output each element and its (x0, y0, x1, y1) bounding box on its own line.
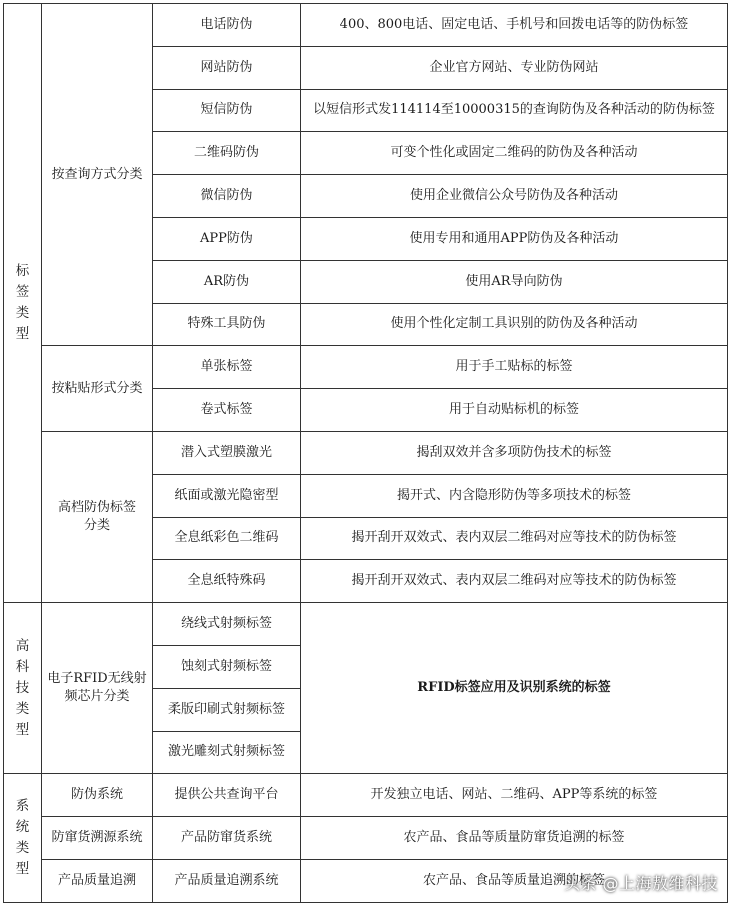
description-cell: 使用AR导向防伪 (301, 260, 728, 303)
item-cell: 短信防伪 (153, 89, 301, 132)
description-cell: 揭开刮开双效式、表内双层二维码对应等技术的防伪标签 (301, 517, 728, 560)
table-row (4, 603, 728, 646)
table-row (4, 817, 728, 860)
label-type-cell: 系 统 类 型 (4, 774, 42, 902)
label-classification-table (3, 3, 728, 903)
item-cell: 潜入式塑膜激光 (153, 431, 301, 474)
classification-cell: 电子RFID无线射 频芯片分类 (42, 603, 153, 774)
description-cell: 用于自动贴标机的标签 (301, 389, 728, 432)
item-cell: AR防伪 (153, 260, 301, 303)
description-cell: 400、800电话、固定电话、手机号和回拨电话等的防伪标签 (301, 4, 728, 47)
item-cell: 电话防伪 (153, 4, 301, 47)
item-cell: APP防伪 (153, 217, 301, 260)
item-cell: 蚀刻式射频标签 (153, 645, 301, 688)
item-cell: 单张标签 (153, 346, 301, 389)
description-cell: 用于手工贴标的标签 (301, 346, 728, 389)
description-cell: 农产品、食品等质量追溯的标签 (301, 859, 728, 902)
description-cell: 企业官方网站、专业防伪网站 (301, 46, 728, 89)
label-type-cell: 标 签 类 型 (4, 4, 42, 603)
item-cell: 产品防窜货系统 (153, 817, 301, 860)
table-row (4, 431, 728, 474)
description-cell: 使用个性化定制工具识别的防伪及各种活动 (301, 303, 728, 346)
item-cell: 特殊工具防伪 (153, 303, 301, 346)
table-row (4, 4, 728, 47)
classification-cell: 按粘贴形式分类 (42, 346, 153, 432)
description-cell: 农产品、食品等质量防窜货追溯的标签 (301, 817, 728, 860)
description-cell: 揭开式、内含隐形防伪等多项技术的标签 (301, 474, 728, 517)
label-type-cell: 高 科 技 类 型 (4, 603, 42, 774)
description-cell: RFID标签应用及识别系统的标签 (301, 603, 728, 774)
description-cell: 揭开刮开双效式、表内双层二维码对应等技术的防伪标签 (301, 560, 728, 603)
description-cell: 可变个性化或固定二维码的防伪及各种活动 (301, 132, 728, 175)
classification-cell: 按查询方式分类 (42, 4, 153, 346)
description-cell: 使用专用和通用APP防伪及各种活动 (301, 217, 728, 260)
description-cell: 开发独立电话、网站、二维码、APP等系统的标签 (301, 774, 728, 817)
watermark: 头条 @上海敖维科技 (563, 874, 718, 893)
table-row (4, 346, 728, 389)
item-cell: 柔版印刷式射频标签 (153, 688, 301, 731)
item-cell: 激光雕刻式射频标签 (153, 731, 301, 774)
classification-cell: 高档防伪标签 分类 (42, 431, 153, 602)
item-cell: 卷式标签 (153, 389, 301, 432)
item-cell: 全息纸特殊码 (153, 560, 301, 603)
item-cell: 二维码防伪 (153, 132, 301, 175)
item-cell: 提供公共查询平台 (153, 774, 301, 817)
classification-cell: 防窜货溯源系统 (42, 817, 153, 860)
table-row (4, 774, 728, 817)
item-cell: 纸面或激光隐密型 (153, 474, 301, 517)
item-cell: 全息纸彩色二维码 (153, 517, 301, 560)
classification-cell: 产品质量追溯 (42, 859, 153, 902)
item-cell: 绕线式射频标签 (153, 603, 301, 646)
classification-cell: 防伪系统 (42, 774, 153, 817)
item-cell: 产品质量追溯系统 (153, 859, 301, 902)
description-cell: 以短信形式发114114至10000315的查询防伪及各种活动的防伪标签 (301, 89, 728, 132)
item-cell: 微信防伪 (153, 175, 301, 218)
description-cell: 揭刮双效并含多项防伪技术的标签 (301, 431, 728, 474)
description-cell: 使用企业微信公众号防伪及各种活动 (301, 175, 728, 218)
item-cell: 网站防伪 (153, 46, 301, 89)
